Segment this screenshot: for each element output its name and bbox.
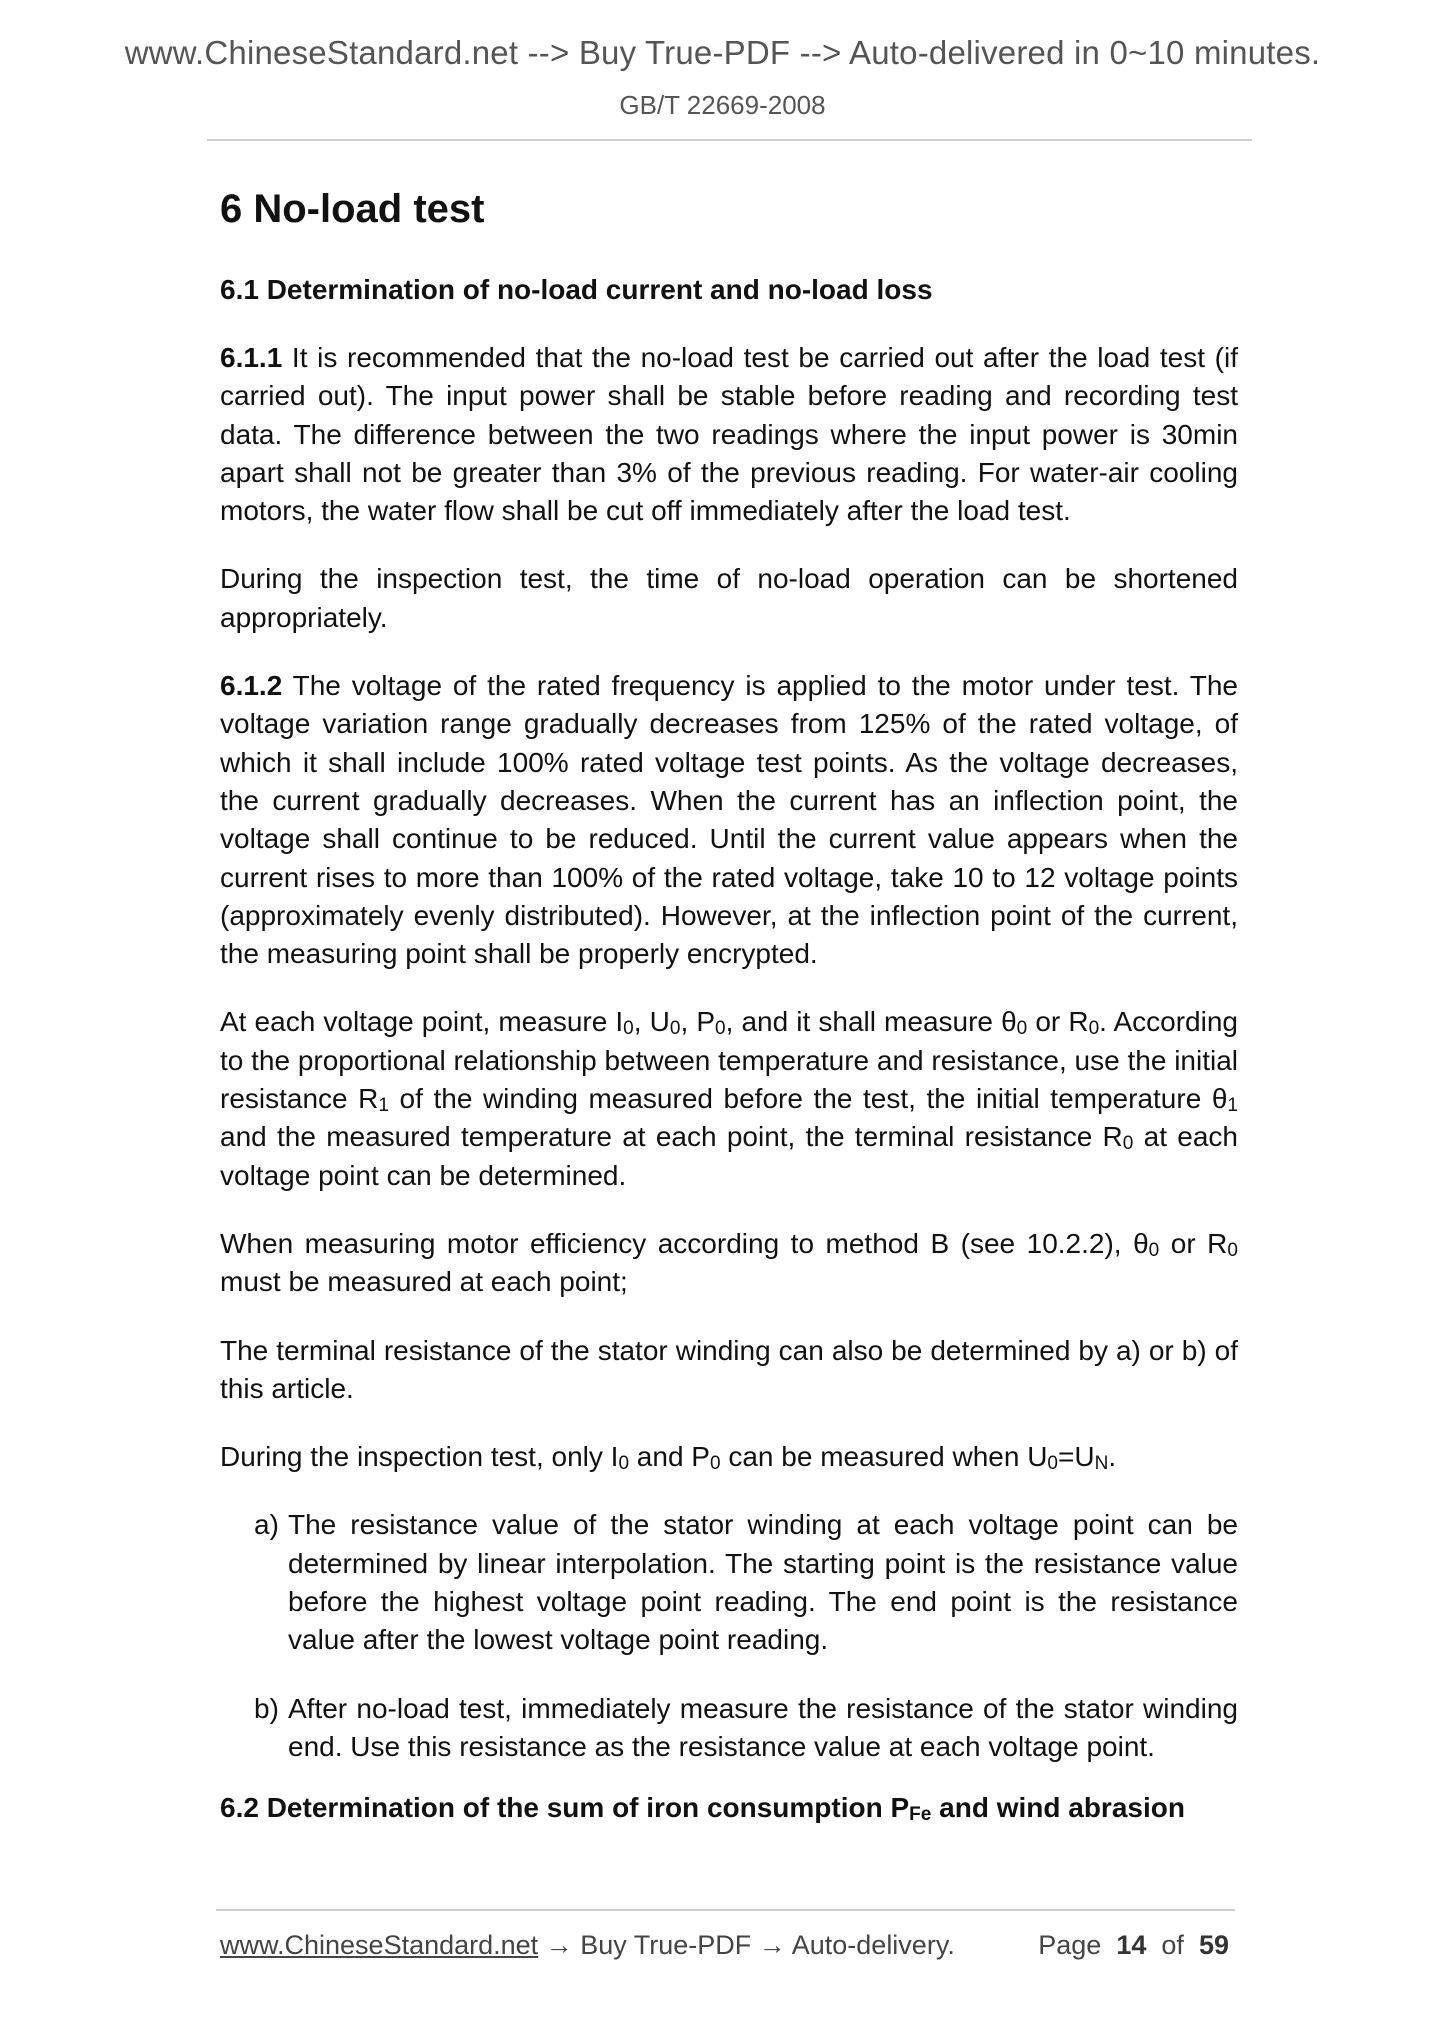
text-run: and P [629,1441,710,1473]
text-run: During the inspection test, only I [220,1441,619,1473]
text-run: , and it shall measure θ [725,1006,1017,1038]
text-run: or R [1159,1227,1228,1259]
list-item-text: The resistance value of the stator winding at each voltage point can be determined by linear interpolation. The starting point is the resistance value before the highest voltage point reading. The end point is the resistance value after the lowest voltage point reading. [288,1509,1238,1656]
document-body [220,186,1238,1857]
subscript: 1 [378,1095,389,1117]
text-run: at each voltage point can be determined. [220,1121,1238,1191]
clause-number: 6.1.1 [220,342,283,373]
text-run: must be measured at each point; [220,1266,628,1298]
text-run: , P [680,1006,715,1038]
text-run: of the winding measured before the test, the initial temperature θ [388,1083,1228,1115]
subscript: 0 [1148,1239,1160,1261]
text-run: 6.2 Determination of the sum of iron consumption P [220,1792,910,1824]
text-run: can be measured when U [720,1441,1048,1473]
subscript: 0 [623,1018,634,1040]
footer-divider [216,1909,1235,1911]
page-indicator [1038,1930,1229,1961]
text-run: At each voltage point, measure I [220,1006,624,1038]
paragraph-text: The voltage of the rated frequency is applied to the motor under test. The voltage variation range gradually decreases from 125% of the rated voltage, of which it shall include 100% rated voltage test points. As the voltage decreases, the current gradually decreases. When the current has an inflection point, the voltage shall continue to be reduced. Until the current value appears when the current rises to more than 100% of the rated voltage, take 10 to 12 voltage points (approximately evenly distributed). However, at the inflection point of the current, the measuring point shall be properly encrypted. [220,670,1238,970]
list-marker: b) [254,1692,279,1724]
text-run: and wind abrasion [931,1792,1185,1824]
subscript: 0 [715,1018,726,1040]
paragraph-each-voltage-point [220,1003,1238,1194]
subscript: 0 [1122,1133,1134,1155]
text-run: . According to the proportional relationship between temperature and resistance, use the initial resistance R [220,1006,1238,1115]
text-run: , U [633,1006,670,1038]
of-label: of [1161,1930,1184,1960]
subscript: N [1094,1453,1109,1475]
footer-promo-text: → Buy True-PDF → Auto-delivery. [538,1930,955,1960]
paragraph-method-b [220,1225,1238,1302]
header-divider [207,139,1252,141]
footer-website-link[interactable]: www.ChineseStandard.net [220,1930,539,1960]
subscript: 0 [618,1453,630,1475]
page-total: 59 [1198,1930,1229,1960]
list-item [220,1690,1238,1767]
paragraph-text: It is recommended that the no-load test be carried out after the load test (if carried out). The input power shall be stable before reading and recording test data. The difference between the two readings where the input power is 30min apart shall not be greater than 3% of the previous reading. For water-air cooling motors, the water flow shall be cut off immediately after the load test. [220,342,1238,527]
header-banner: www.ChineseStandard.net --> Buy True-PDF --> Auto-delivered in 0~10 minutes. [124,34,1321,71]
text-run: or R [1027,1006,1089,1038]
text-run: =U [1058,1441,1095,1473]
subscript: 0 [1047,1453,1058,1475]
subscript: 0 [1016,1018,1028,1040]
subscript: 0 [709,1453,721,1475]
subscript: 0 [1088,1018,1100,1040]
paragraph-6-1-2 [220,667,1238,973]
subscript: 0 [669,1018,681,1040]
page-label: Page [1038,1930,1102,1960]
text-run: When measuring motor efficiency according to method B (see 10.2.2), θ [220,1227,1149,1259]
text-run: and the measured temperature at each point, the terminal resistance R [220,1121,1123,1153]
standard-code: GB/T 22669-2008 [619,90,826,120]
subscript: 0 [1227,1239,1238,1261]
subscript: 1 [1227,1095,1238,1117]
paragraph-6-1-1 [220,339,1238,530]
subsection-title-6-1: 6.1 Determination of no-load current and no-load loss [220,274,933,305]
section-title: 6 No-load test [220,187,485,231]
list-item [220,1506,1238,1659]
method-list [220,1506,1238,1766]
list-marker: a) [254,1509,279,1541]
paragraph-inspection-only [220,1438,1238,1476]
list-item-text: After no-load test, immediately measure the resistance of the stator winding end. Use this resistance as the resistance value at each voltage point. [288,1692,1238,1762]
text-run: . [1108,1441,1117,1473]
subscript: Fe [909,1804,932,1826]
clause-number: 6.1.2 [220,670,283,702]
subsection-title-6-2 [220,1790,1238,1826]
footer-promo [220,1930,955,1961]
paragraph-inspection: During the inspection test, the time of no-load operation can be shortened appropriately. [220,563,1238,633]
paragraph-terminal-resistance: The terminal resistance of the stator winding can also be determined by a) or b) of this article. [220,1334,1238,1404]
page-number: 14 [1116,1930,1147,1960]
